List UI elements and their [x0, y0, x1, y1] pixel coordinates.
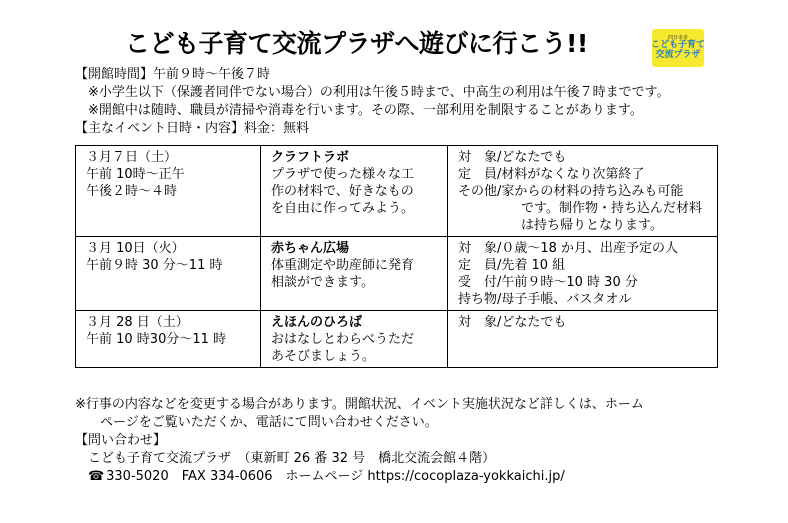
events-table: [75, 145, 718, 368]
contact-phone: [88, 468, 565, 485]
logo-name-2: 交流プラザ: [655, 49, 701, 60]
event-desc: おはなしとわらべうただ: [271, 332, 415, 347]
event-when: [76, 237, 261, 311]
event-name: 赤ちゃん広場: [271, 241, 350, 256]
table-row: [76, 237, 718, 311]
event-detail: は持ち帰りとなります。: [521, 218, 663, 233]
event-desc: 相談ができます。: [271, 275, 374, 290]
logo-name-1: こども子育て: [651, 40, 706, 51]
event-details: [448, 146, 718, 237]
event-name: えほんのひろば: [271, 315, 363, 330]
notice-line: ※行事の内容などを変更する場合があります。開館状況、イベント実施状況など詳しくは、ホーム: [75, 397, 644, 412]
event-content: [261, 146, 448, 237]
event-details: [448, 237, 718, 311]
events-heading: 【主なイベント日時・内容】料金：無料: [75, 121, 310, 136]
table-row: [76, 146, 718, 237]
event-content: [261, 237, 448, 311]
event-desc: 体重測定や助産師に発育: [271, 258, 415, 273]
event-date: ３月 10日（火）: [86, 241, 185, 256]
contact-phone-text: 330-5020 FAX 334-0606 ホームページ https://cocoplaza-yokkaichi.jp/: [106, 469, 565, 484]
event-detail: 持ち物/母子手帳、バスタオル: [458, 292, 632, 307]
logo-city: 四日市市: [667, 34, 688, 41]
event-desc: を自由に作ってみよう。: [271, 201, 415, 216]
event-detail: 対 象/０歳～18 か月、出産予定の人: [458, 241, 679, 256]
event-detail: 受 付/午前９時～10 時 30 分: [458, 275, 638, 290]
contact-address: こども子育て交流プラザ （東新町 26 番 32 号 橋北交流会館４階）: [88, 451, 496, 466]
event-detail: その他/家からの材料の持ち込みも可能: [458, 184, 684, 199]
event-detail: です。制作物・持ち込んだ材料: [521, 201, 702, 216]
event-desc: 作の材料で、好きなもの: [271, 184, 414, 199]
event-time: 午前９時 30 分～11 時: [86, 258, 223, 273]
event-when: [76, 311, 261, 368]
event-detail: 定 員/材料がなくなり次第終了: [458, 167, 645, 182]
event-when: [76, 146, 261, 237]
event-date: ３月 28 日（土）: [86, 315, 189, 330]
event-content: [261, 311, 448, 368]
event-name: クラフトラボ: [271, 150, 350, 165]
event-desc: プラザで使った様々な工: [271, 167, 415, 182]
event-time: 午前 10 時30分～11 時: [86, 332, 227, 347]
event-details: [448, 311, 718, 368]
hours-heading: 【開館時間】午前９時～午後７時: [75, 67, 271, 82]
table-row: [76, 311, 718, 368]
page-title: こども子育て交流プラザへ遊びに行こう!!: [125, 29, 588, 58]
hours-note: ※開館中は随時、職員が清掃や消毒を行います。その際、一部利用を制限することがあります。: [88, 103, 643, 118]
event-detail: 対 象/どなたでも: [458, 150, 567, 165]
phone-icon: ☎: [88, 469, 105, 484]
event-time: 午前 10時～正午: [86, 167, 185, 182]
hours-note: ※小学生以下（保護者同伴でない場合）の利用は午後５時まで、中高生の利用は午後７時までです。: [88, 85, 670, 100]
plaza-logo: [652, 29, 704, 67]
event-detail: 対 象/どなたでも: [458, 315, 567, 330]
event-desc: あそびましょう。: [271, 349, 376, 364]
event-detail: 定 員/先着 10 組: [458, 258, 566, 273]
contact-heading: 【問い合わせ】: [75, 433, 167, 448]
event-time: 午後２時～４時: [86, 184, 178, 199]
event-date: ３月７日（土）: [86, 150, 178, 165]
notice-line: ページをご覧いただくか、電話にて問い合わせください。: [100, 415, 438, 430]
